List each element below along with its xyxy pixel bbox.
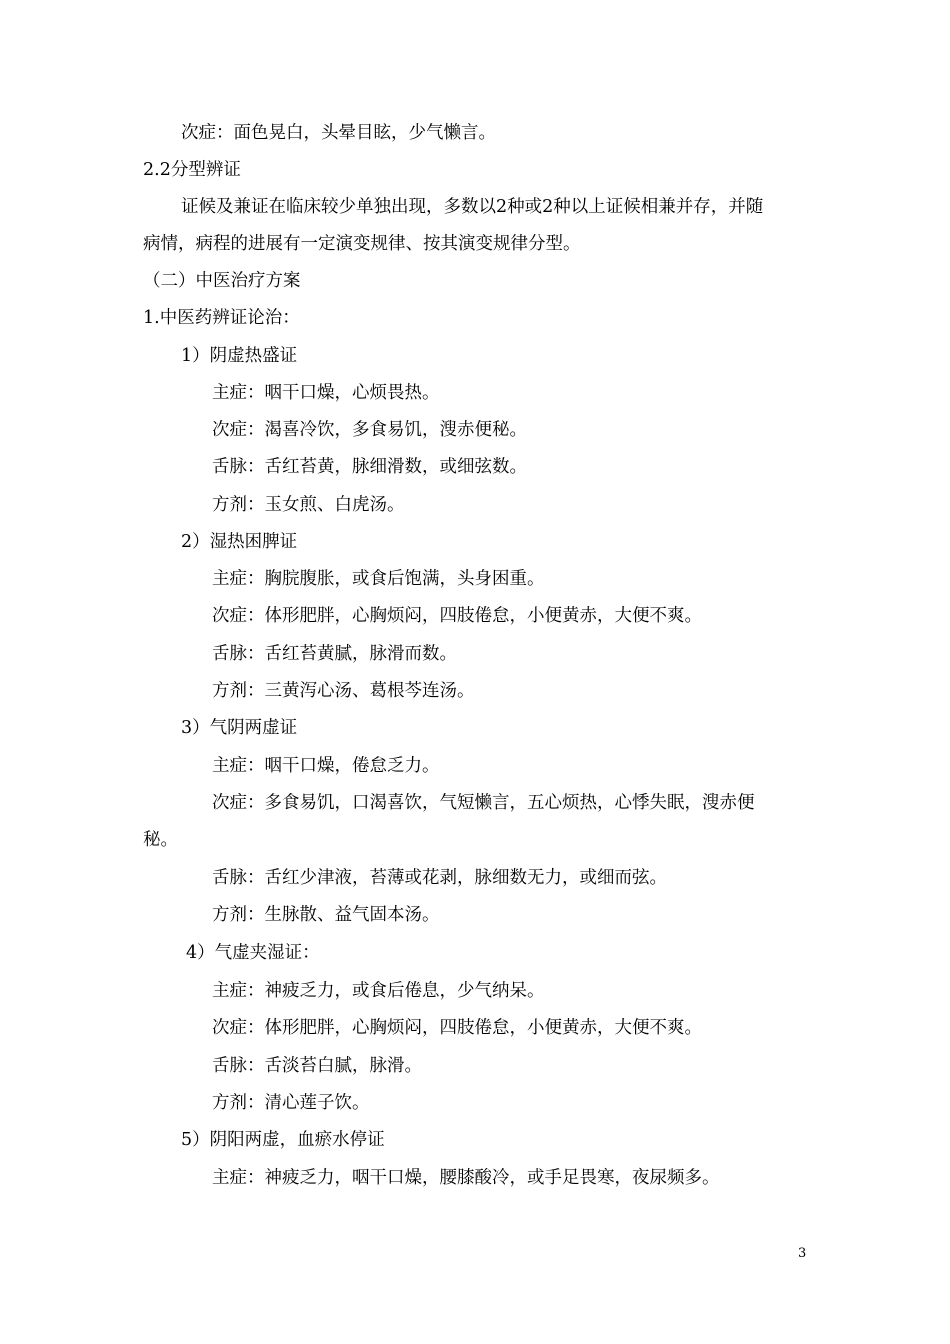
syndrome-detail-continuation: 秘。	[143, 830, 178, 850]
syndrome-detail: 方剂：三黄泻心汤、葛根芩连汤。	[212, 681, 475, 701]
secondary-symptom-line: 次症：面色晃白，头晕目眩，少气懒言。	[181, 123, 496, 143]
section-heading-2-2: 2.2分型辨证	[143, 160, 241, 180]
syndrome-detail: 次症：体形肥胖，心胸烦闷，四肢倦怠，小便黄赤，大便不爽。	[212, 1018, 702, 1038]
syndrome-detail: 次症：渴喜冷饮，多食易饥，溲赤便秘。	[212, 420, 527, 440]
syndrome-detail: 主症：神疲乏力，咽干口燥，腰膝酸冷，或手足畏寒，夜尿频多。	[212, 1168, 720, 1188]
section-heading-treatment: （二）中医治疗方案	[143, 271, 301, 291]
syndrome-detail: 次症：多食易饥，口渴喜饮，气短懒言，五心烦热，心悸失眠，溲赤便	[212, 793, 755, 813]
syndrome-detail: 主症：胸脘腹胀，或食后饱满，头身困重。	[212, 569, 545, 589]
paragraph-line: 证候及兼证在临床较少单独出现，多数以2种或2种以上证候相兼并存，并随	[181, 197, 764, 217]
subsection-heading: 1.中医药辨证论治：	[143, 308, 300, 328]
syndrome-heading-5: 5）阴阳两虚，血瘀水停证	[181, 1130, 385, 1150]
syndrome-detail: 主症：咽干口燥，倦怠乏力。	[212, 756, 440, 776]
syndrome-detail: 次症：体形肥胖，心胸烦闷，四肢倦怠，小便黄赤，大便不爽。	[212, 606, 702, 626]
syndrome-detail: 主症：咽干口燥，心烦畏热。	[212, 383, 440, 403]
syndrome-detail: 舌脉：舌红苔黄，脉细滑数，或细弦数。	[212, 457, 527, 477]
syndrome-detail: 方剂：玉女煎、白虎汤。	[212, 495, 405, 515]
syndrome-heading-3: 3）气阴两虚证	[181, 718, 298, 738]
syndrome-detail: 舌脉：舌红少津液，苔薄或花剥，脉细数无力，或细而弦。	[212, 868, 667, 888]
paragraph-line: 病情，病程的进展有一定演变规律、按其演变规律分型。	[143, 234, 581, 254]
syndrome-detail: 舌脉：舌淡苔白腻，脉滑。	[212, 1056, 422, 1076]
syndrome-heading-2: 2）湿热困脾证	[181, 532, 298, 552]
syndrome-detail: 舌脉：舌红苔黄腻，脉滑而数。	[212, 644, 457, 664]
syndrome-heading-1: 1）阴虚热盛证	[181, 346, 298, 366]
syndrome-detail: 主症：神疲乏力，或食后倦息，少气纳呆。	[212, 981, 545, 1001]
syndrome-heading-4: 4）气虚夹湿证：	[186, 943, 320, 963]
page-number: 3	[798, 1246, 807, 1261]
syndrome-detail: 方剂：生脉散、益气固本汤。	[212, 905, 440, 925]
syndrome-detail: 方剂：清心莲子饮。	[212, 1093, 370, 1113]
